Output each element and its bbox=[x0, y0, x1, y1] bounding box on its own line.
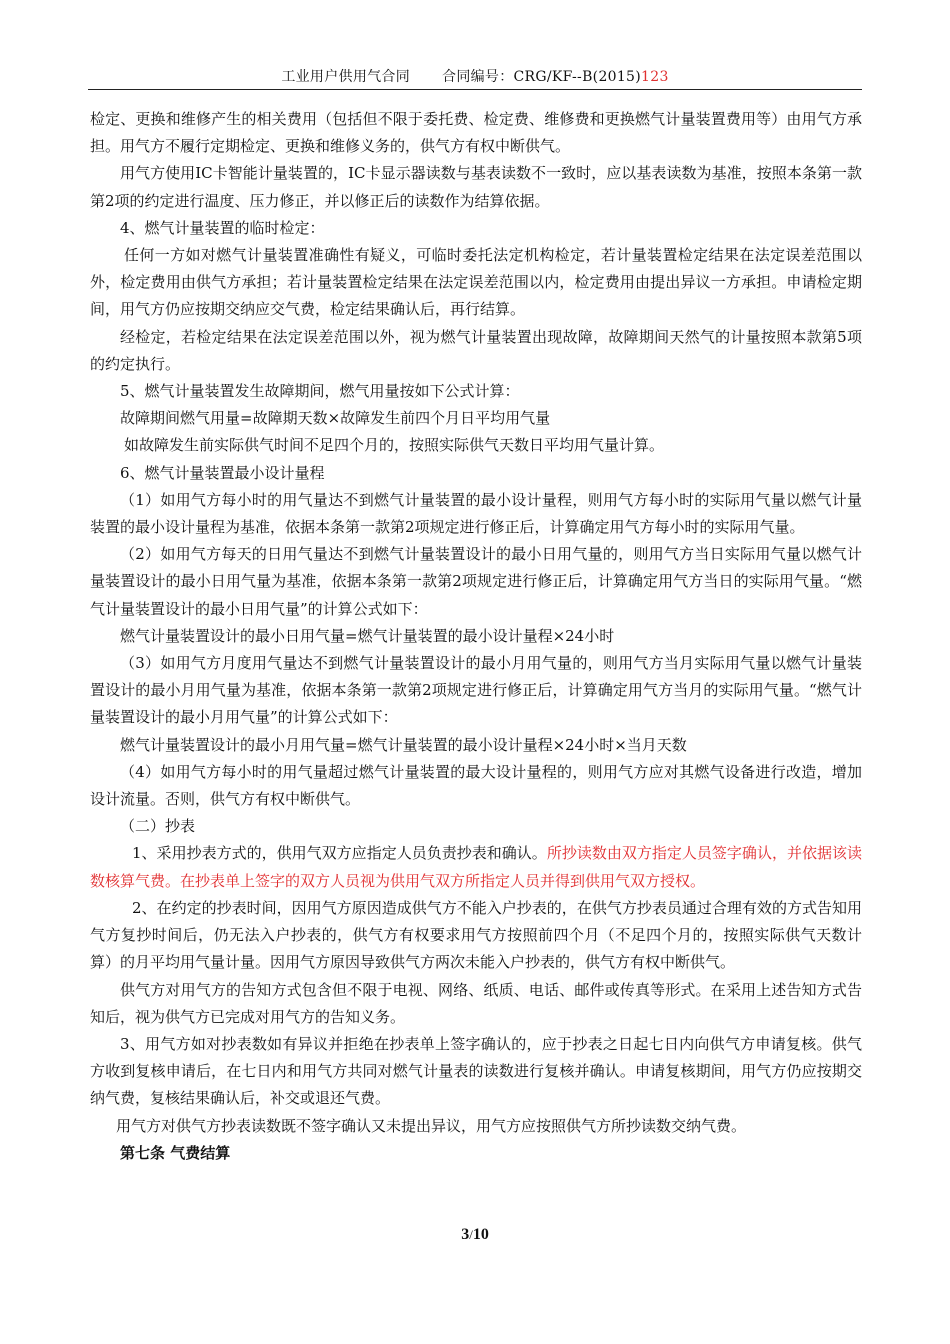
paragraph: 检定、更换和维修产生的相关费用（包括但不限于委托费、检定费、维修费和更换燃气计量装置费用等）由用气方承担。用气方不履行定期检定、更换和维修义务的，供气方有权中断供气。 bbox=[90, 110, 862, 156]
paragraph: 3、用气方如对抄表数如有异议并拒绝在抄表单上签字确认的，应于抄表之日起七日内向供气方申请复核。供气方收到复核申请后，在七日内和用气方共同对燃气计量表的读数进行复核并确认。申请复核期间，用气方仍应按期交纳气费，复核结果确认后，补交或退还气费。 bbox=[90, 1034, 862, 1108]
paragraph-text: 1、采用抄表方式的，供用气双方应指定人员负责抄表和确认。 bbox=[132, 844, 547, 863]
contract-label: 合同编号： bbox=[442, 69, 514, 85]
paragraph: 供气方对用气方的告知方式包含但不限于电视、网络、纸质、电话、邮件或传真等形式。在采用上述告知方式告知后，视为供气方已完成对用气方的告知义务。 bbox=[90, 980, 862, 1026]
paragraph: （1）如用气方每小时的用气量达不到燃气计量装置的最小设计量程，则用气方每小时的实际用气量以燃气计量装置的最小设计量程为基准，依据本条第一款第2项规定进行修正后，计算确定用气方每小时的实际用气量。 bbox=[90, 490, 862, 537]
section-heading: （二）抄表 bbox=[120, 817, 196, 836]
contract-code: CRG/KF--B(2015) bbox=[513, 69, 642, 85]
header-title: 工业用户供用气合同 bbox=[281, 69, 411, 85]
formula: 故障期间燃气用量=故障期天数×故障发生前四个月日平均用气量 bbox=[120, 409, 551, 428]
page-header bbox=[88, 66, 862, 86]
paragraph: 经检定，若检定结果在法定误差范围以外，视为燃气计量装置出现故障，故障期间天然气的计量按照本款第5项的约定执行。 bbox=[90, 327, 862, 373]
header-rule bbox=[88, 89, 862, 90]
paragraph: 4、燃气计量装置的临时检定： bbox=[120, 218, 325, 237]
current-page: 3 bbox=[461, 1226, 470, 1243]
page-separator: / bbox=[469, 1227, 473, 1242]
paragraph: 用气方对供气方抄表读数既不签字确认又未提出异议，用气方应按照供气方所抄读数交纳气费。 bbox=[116, 1116, 747, 1135]
paragraph: 6、燃气计量装置最小设计量程 bbox=[120, 463, 325, 482]
paragraph: （2）如用气方每天的日用气量达不到燃气计量装置设计的最小日用气量的，则用气方当日实际用气量以燃气计量装置设计的最小日用气量为基准，依据本条第一款第2项规定进行修正后，计算确定用气方当日的实际用气量。“燃气计量装置设计的最小日用气量”的计算公式如下： bbox=[90, 545, 862, 618]
article-heading: 第七条 气费结算 bbox=[120, 1143, 231, 1162]
total-pages: 10 bbox=[472, 1226, 489, 1243]
document-body bbox=[90, 106, 862, 1167]
paragraph bbox=[90, 840, 862, 894]
paragraph: 任何一方如对燃气计量装置准确性有疑义，可临时委托法定机构检定，若计量装置检定结果在法定误差范围以外，检定费用由供气方承担；若计量装置检定结果在法定误差范围以内，检定费用由提出异议一方承担。申请检定期间，用气方仍应按期交纳应交气费，检定结果确认后，再行结算。 bbox=[90, 246, 862, 319]
formula: 燃气计量装置设计的最小月用气量=燃气计量装置的最小设计量程×24小时×当月天数 bbox=[120, 735, 687, 754]
paragraph: （3）如用气方月度用气量达不到燃气计量装置设计的最小月用气量的，则用气方当月实际用气量以燃气计量装置设计的最小月用气量为基准，依据本条第一款第2项规定进行修正后，计算确定用气方当月的实际用气量。“燃气计量装置设计的最小月用气量”的计算公式如下： bbox=[90, 654, 862, 727]
paragraph: 2、在约定的抄表时间，因用气方原因造成供气方不能入户抄表的，在供气方抄表员通过合理有效的方式告知用气方复抄时间后，仍无法入户抄表的，供气方有权要求用气方按照前四个月（不足四个月的，按照实际供气天数计算）的月平均用气量计量。因用气方原因导致供气方两次未能入户抄表的，供气方有权中断供气。 bbox=[90, 898, 862, 972]
page-number bbox=[0, 1226, 950, 1244]
formula: 燃气计量装置设计的最小日用气量=燃气计量装置的最小设计量程×24小时 bbox=[120, 626, 615, 645]
paragraph: 5、燃气计量装置发生故障期间，燃气用量按如下公式计算： bbox=[120, 382, 520, 401]
contract-suffix: 123 bbox=[641, 69, 669, 85]
paragraph: 用气方使用IC卡智能计量装置的，IC卡显示器读数与基表读数不一致时，应以基表读数为基准，按照本条第一款第2项的约定进行温度、压力修正，并以修正后的读数作为结算依据。 bbox=[90, 164, 862, 210]
highlighted-text: 所抄读数由双方指定人员签字确认，并依据该读数核算气费。在抄表单上签字的双方人员视为供用气双方所指定人员并得到供用气双方授权。 bbox=[90, 844, 862, 890]
paragraph: 如故障发生前实际供气时间不足四个月的，按照实际供气天数日平均用气量计算。 bbox=[124, 436, 665, 455]
paragraph: （4）如用气方每小时的用气量超过燃气计量装置的最大设计量程的，则用气方应对其燃气设备进行改造，增加设计流量。否则，供气方有权中断供气。 bbox=[90, 762, 862, 809]
